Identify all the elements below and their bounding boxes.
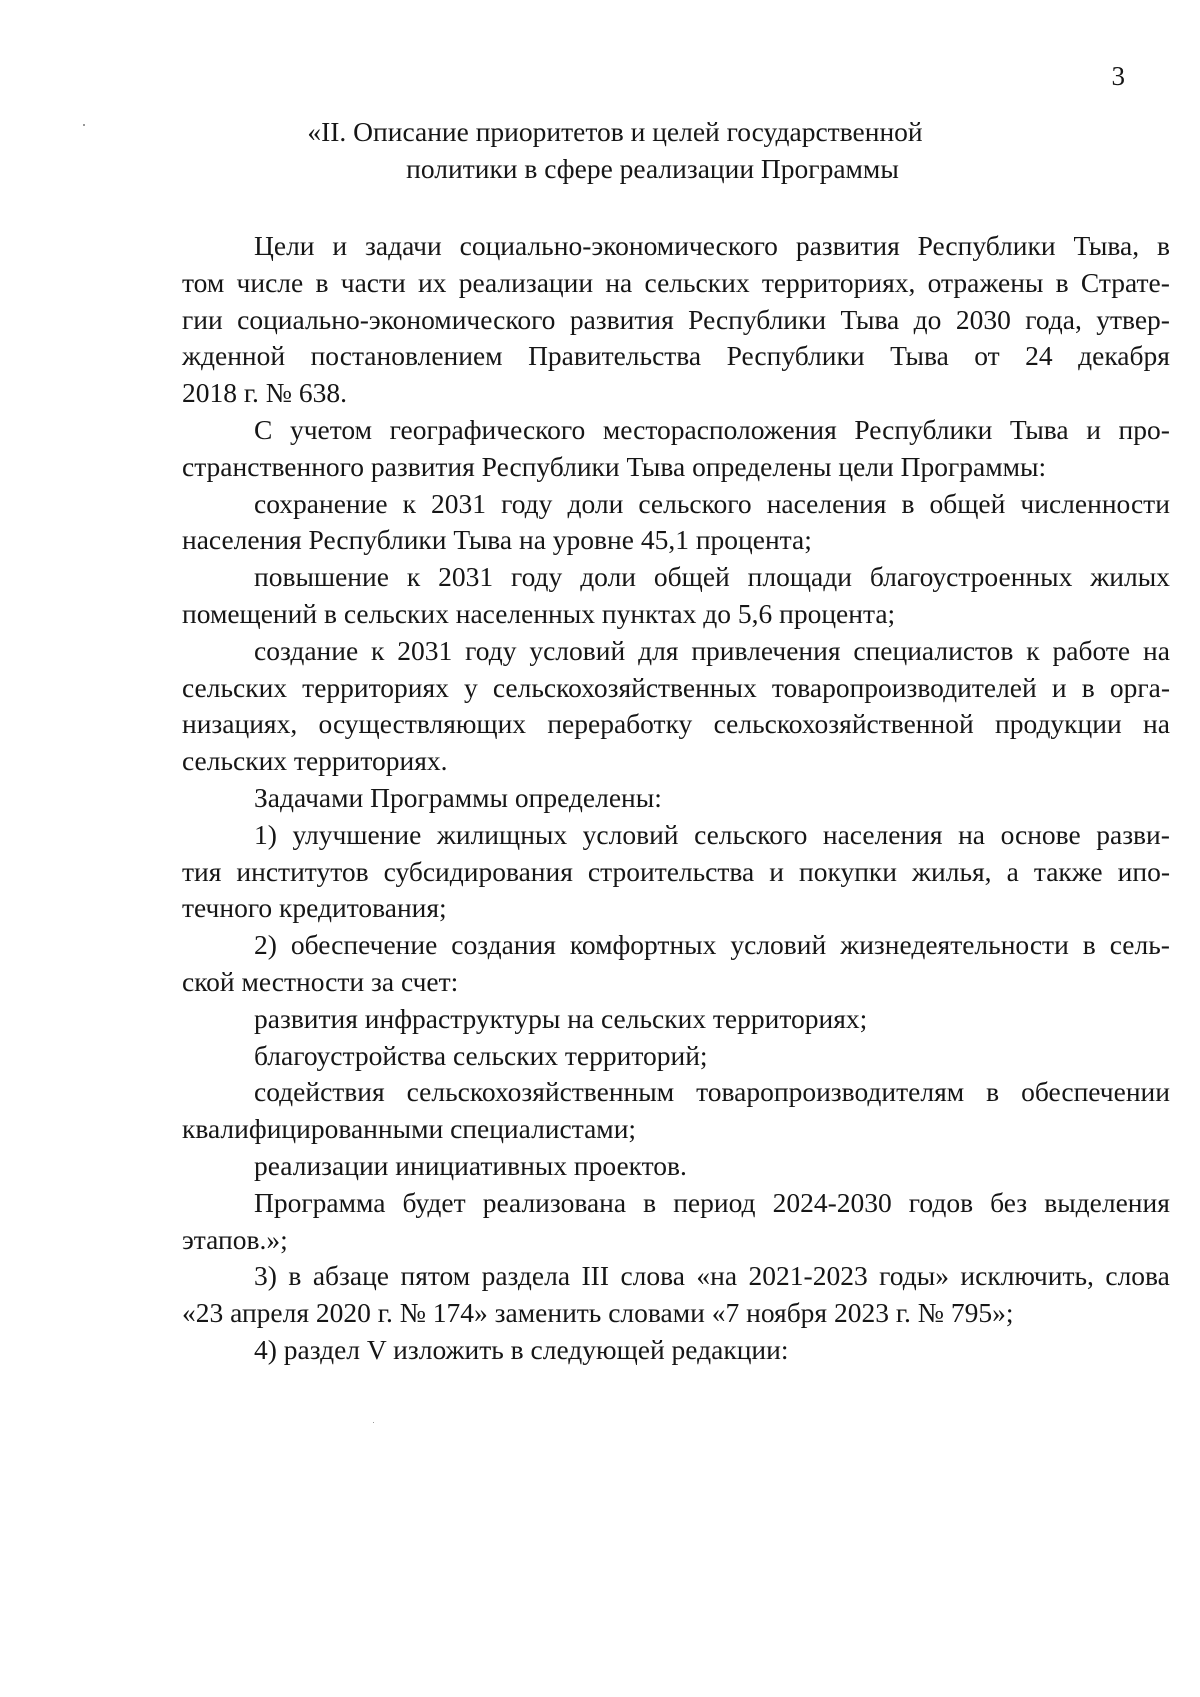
text-line: «23 апреля 2020 г. № 174» заменить словами «7 ноября 2023 г. № 795»; bbox=[182, 1297, 1014, 1329]
text-line: содействия сельскохозяйственным товаропроизводителям в обеспечении bbox=[254, 1076, 1170, 1108]
text-line: 2018 г. № 638. bbox=[182, 377, 348, 409]
text-line: том числе в части их реализации на сельских территориях, отражены в Страте- bbox=[182, 266, 1170, 298]
body-text bbox=[182, 228, 1170, 1369]
text-line: Цели и задачи социально-экономического развития Республики Тыва, в bbox=[254, 230, 1170, 261]
text-line: реализации инициативных проектов. bbox=[254, 1149, 687, 1181]
text-line: 4) раздел V изложить в следующей редакции: bbox=[254, 1333, 789, 1365]
text-line: странственного развития Республики Тыва определены цели Программы: bbox=[182, 450, 1047, 482]
text-line: жденной постановлением Правительства Республики Тыва от 24 декабря bbox=[182, 340, 1170, 372]
text-line: благоустройства сельских территорий; bbox=[254, 1039, 708, 1071]
text-line: помещений в сельских населенных пунктах до 5,6 процента; bbox=[182, 597, 896, 629]
text-line: создание к 2031 году условий для привлечения специалистов к работе на bbox=[254, 634, 1170, 666]
text-line: 2) обеспечение создания комфортных условий жизнедеятельности в сель- bbox=[254, 929, 1170, 961]
text-line: 1) улучшение жилищных условий сельского населения на основе разви- bbox=[254, 818, 1170, 850]
text-line: сохранение к 2031 году доли сельского населения в общей численности bbox=[254, 487, 1170, 519]
text-line: Программа будет реализована в период 2024-2030 годов без выделения bbox=[254, 1186, 1170, 1218]
text-line: 3) в абзаце пятом раздела III слова «на 2021-2023 годы» исключить, слова bbox=[254, 1260, 1170, 1292]
text-line: сельских территориях. bbox=[182, 745, 448, 777]
text-line: тия институтов субсидирования строительства и покупки жилья, а также ипо- bbox=[182, 855, 1170, 887]
text-line: течного кредитования; bbox=[182, 892, 447, 924]
text-line: повышение к 2031 году доли общей площади благоустроенных жилых bbox=[254, 561, 1170, 593]
text-line: гии социально-экономического развития Республики Тыва до 2030 года, утвер- bbox=[182, 303, 1170, 335]
heading-line: политики в сфере реализации Программы bbox=[406, 153, 899, 184]
text-line: ской местности за счет: bbox=[182, 965, 459, 997]
section-heading bbox=[0, 113, 1200, 187]
scan-speck bbox=[373, 1422, 374, 1423]
text-line: Задачами Программы определены: bbox=[254, 781, 662, 813]
text-line: квалифицированными специалистами; bbox=[182, 1113, 637, 1145]
text-line: С учетом географического месторасположения Республики Тыва и про- bbox=[254, 413, 1170, 445]
page-number: 3 bbox=[1111, 61, 1125, 91]
text-line: этапов.»; bbox=[182, 1223, 288, 1255]
text-line: сельских территориях у сельскохозяйственных товаропроизводителей и в орга- bbox=[182, 671, 1170, 703]
text-line: низациях, осуществляющих переработку сельскохозяйственной продукции на bbox=[182, 708, 1170, 740]
text-line: населения Республики Тыва на уровне 45,1 процента; bbox=[182, 524, 812, 556]
text-line: развития инфраструктуры на сельских территориях; bbox=[254, 1002, 868, 1034]
heading-line: «II. Описание приоритетов и целей государственной bbox=[307, 116, 923, 147]
